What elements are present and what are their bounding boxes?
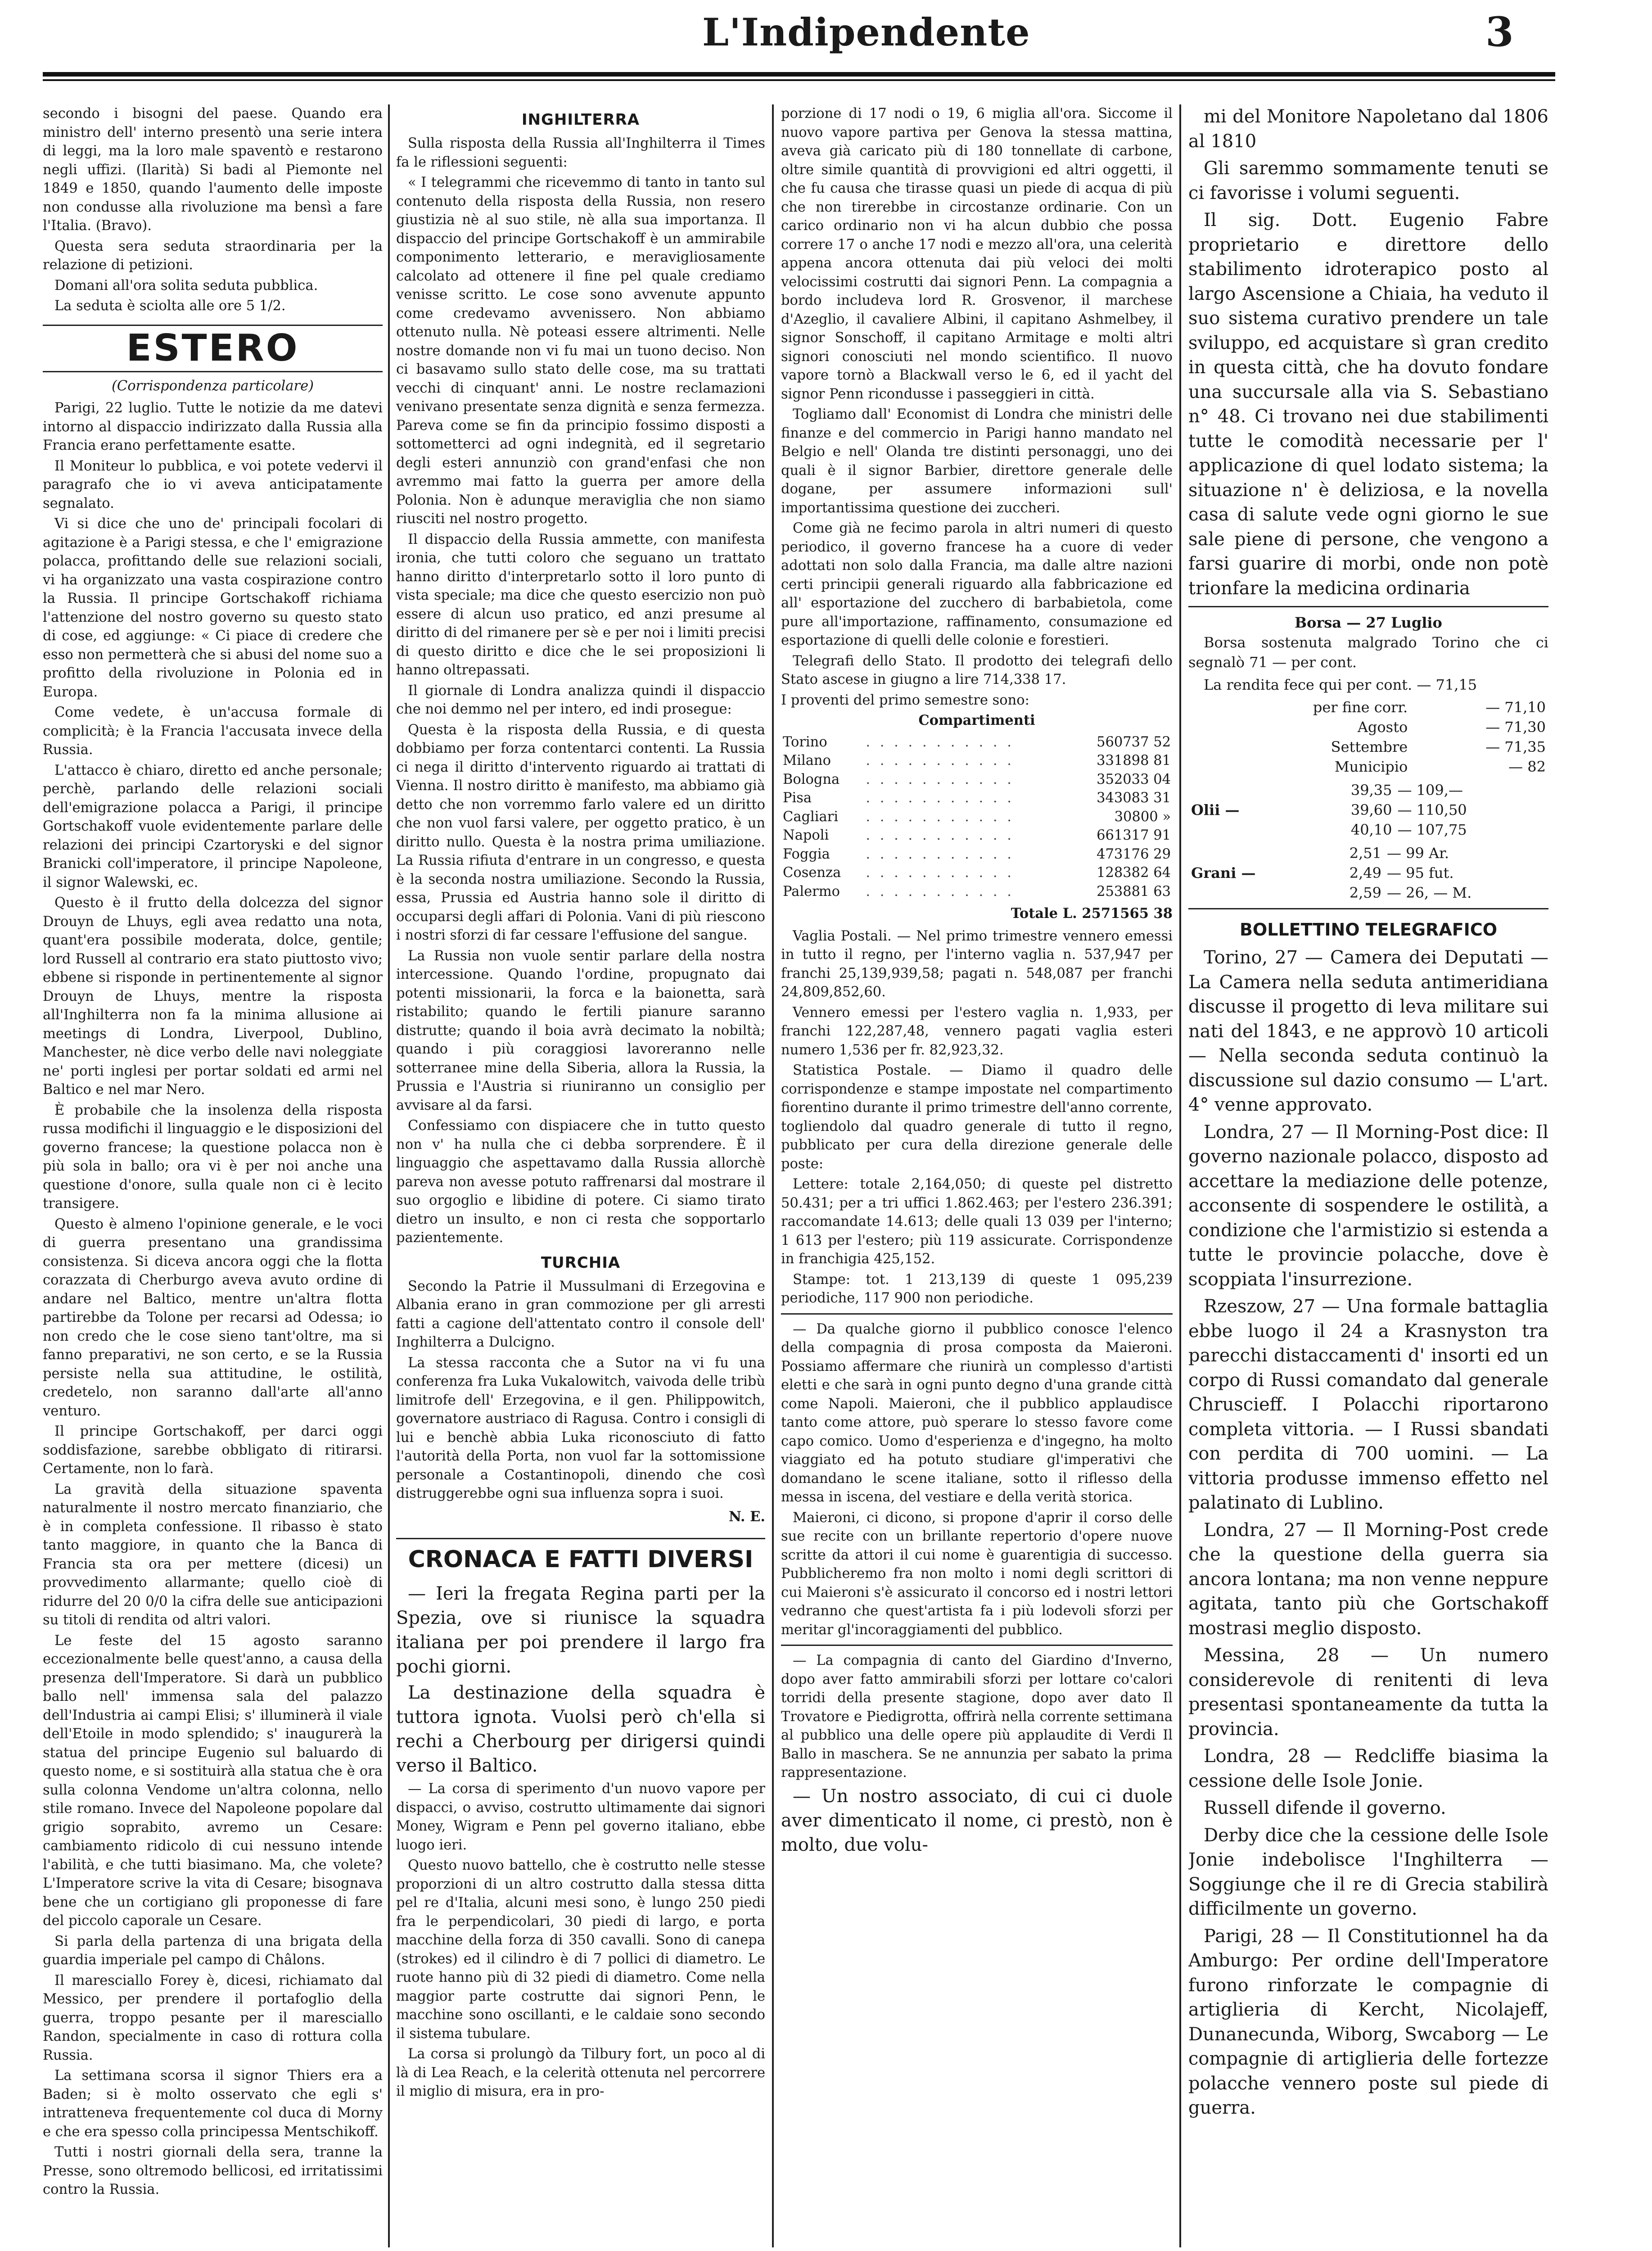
borsa-paragraph: La rendita fece qui per cont. — 71,15 [1204, 676, 1477, 693]
article-paragraph: Vi si dice che uno de' principali focolari di agitazione è a Parigi stessa, e che l' emigrazione polacca, profittando delle sue relazioni sociali, vi ha organizzato una vasta cospirazione contro la Russia. Il principe Gortschakoff richiama l'attenzione del nostro governo su questo stato di cose, ed aggiunge: « Ci piace di credere che esso non permetterà che si abusi del nome suo a profitto della rivoluzione in Polonia ed in Europa. [43, 516, 383, 700]
column-2 [396, 104, 765, 2247]
commodity-value: — 110,50 [1397, 801, 1467, 818]
article-paragraph: La gravità della situazione spaventa naturalmente il nostro mercato finanziario, che è in completa confessione. Il ribasso è stato tanto maggiore, in quanto che la Banca di Francia sta ora per mettere (dicesi) un provvedimento allarmante; quello cioè di ridurre del 20 0/0 la cifra delle sue anticipazioni su titoli di rendita od altri valori. [43, 1481, 383, 1628]
compartment-value: 343083 31 [1097, 790, 1171, 806]
table-row [781, 733, 1173, 752]
compartment-name: Cosenza [783, 865, 841, 881]
article-paragraph: Il sig. Dott. Eugenio Fabre proprietario e direttore dello stabilimento idroterapico posto al largo Ascensione a Chiaia, ha veduto il suo sistema curativo prendere un tale sviluppo, ed acquistare sì gran credito in questa città, che ha dovuto fondare una succursale alla via S. Sebastiano n° 48. Ci trovano nei due stabilimenti tutte le comodità necessarie per l' applicazione di quel lodato sistema; la situazione n' è deliziosa, e la novella casa di salute vede ogni giorno le sue sale piene di persone, che vengono a farsi guarire di morbi, onde non potè trionfare la medicina ordinaria [1188, 210, 1548, 599]
telegram-paragraph: Londra, 27 — Il Morning-Post crede che la questione della guerra sia ancora lontana; ma non venne neppure agitata, tanto più che Gortschakoff mostrasi meglio disposto. [1188, 1519, 1548, 1639]
commodity-value: 39,60 [1350, 801, 1392, 818]
leader-dots: . . . . . . . . . . . [866, 865, 1014, 881]
leader-dots: . . . . . . . . . . . [866, 771, 1014, 787]
article-paragraph: Sulla risposta della Russia all'Inghilterra il Times fa le riflessioni seguenti: [396, 136, 765, 170]
table-row [1188, 883, 1548, 903]
borsa-title: Borsa — 27 Luglio [1295, 614, 1442, 631]
section-subheading: (Corrispondenza particolare) [111, 378, 314, 394]
telegram-paragraph: Parigi, 28 — Il Constitutionnel ha da Amburgo: Per ordine dell'Imperatore furono rinforzate le compagnie di artiglieria di Kercht, Nicolajeff, Dunanecunda, Wiborg, Swcaborg — Le compagnie di artiglieria delle fortezze polacche vennero poste sul piede di guerra. [1188, 1926, 1548, 2118]
article-paragraph: Tutti i nostri giornali della sera, tranne la Presse, sono oltremodo bellicosi, ed irritatissimi contro la Russia. [43, 2144, 383, 2197]
compartment-name: Palermo [783, 883, 840, 899]
article-paragraph: La seduta è sciolta alle ore 5 1/2. [54, 298, 286, 314]
article-paragraph: Vennero emessi per l'estero vaglia n. 1,933, per franchi 122,287,48, vennero pagati vaglia esteri numero 1,536 per fr. 82,923,32. [781, 1004, 1173, 1058]
article-paragraph: porzione di 17 nodi o 19, 6 miglia all'ora. Siccome il nuovo vapore partiva per Genova la stessa mattina, aveva già caricato più di 180 tonnellate di carbone, oltre simile quantità di provvigioni ed altri oggetti, il che fu causa che tirasse quasi un piede di acqua di più che non tirerebbe in circostanze ordinarie. Con un carico ordinario non vi ha alcun dubbio che possa correre 17 o anche 17 nodi e mezzo all'ora, una celerità appena ancora ottenuta dai più veloci dei molti velocissimi costrutti dai signori Penn. La compagnia a bordo includeva lord R. Grosvenor, il marchese d'Azeglio, il cavaliere Albini, il capitano Ashmelbey, il signor Sonschoff, il capitano Armitage e molti altri signori conosciuti nel mondo scientifico. Il nuovo vapore tornò a Blackwall verso le 6, ed il yacht del signor Penn ricondusse i passeggieri in città. [781, 106, 1173, 402]
commodity-value: — 26, — M. [1386, 884, 1472, 901]
borsa-label: Settembre [1331, 738, 1408, 755]
borsa-label: per fine corr. [1313, 699, 1408, 716]
article-paragraph: Secondo la Patrie il Mussulmani di Erzegovina e Albania erano in gran commozione per gli arresti fatti a cagione dell'attentato contro il console dell' Inghilterra a Dulcigno. [396, 1278, 765, 1350]
article-paragraph: Togliamo dall' Economist di Londra che ministri delle finanze e del commercio in Parigi hanno mandato nel Belgio e nell' Olanda tre distinti personaggi, uno dei quali è il signor Barbier, direttore generale delle dogane, per assumere informazioni sull' importantissima questione dei zuccheri. [781, 407, 1173, 516]
compartment-value: 253881 63 [1097, 883, 1171, 899]
commodity-label [1188, 780, 1299, 800]
compartment-name: Pisa [783, 790, 812, 806]
compartment-value: 560737 52 [1097, 734, 1171, 750]
article-paragraph: Parigi, 22 luglio. Tutte le notizie da me datevi intorno al dispaccio indirizzato dalla Russia alla Francia erano perfettamente esatte. [43, 400, 383, 453]
article-paragraph: Il giornale di Londra analizza quindi il dispaccio che noi demmo nel per intero, ed indi prosegue: [396, 683, 765, 717]
table-row [1188, 697, 1548, 717]
compartment-value: 30800 » [1114, 809, 1171, 825]
telegram-paragraph: Londra, 28 — Redcliffe biasima la cessione delle Isole Jonie. [1188, 1746, 1548, 1791]
article-paragraph: Gli saremmo sommamente tenuti se ci favorisse i volumi seguenti. [1188, 158, 1548, 203]
article-paragraph: — Un nostro associato, di cui ci duole aver dimenticato il nome, ci prestò, non è molto, due volu- [781, 1785, 1173, 1855]
spacer [1188, 717, 1200, 737]
commodity-value: 2,59 [1349, 884, 1381, 901]
spacer [1188, 697, 1200, 717]
article-paragraph: I proventi del primo semestre sono: [781, 692, 1029, 708]
borsa-value: — 71,35 [1485, 738, 1546, 755]
commodity-value: — 95 fut. [1386, 864, 1454, 881]
commodity-label [1188, 820, 1299, 840]
article-paragraph: La settimana scorsa il signor Thiers era a Baden; si è molto osservato che egli s' intratteneva frequentemente col duca di Morny e che era spesso colla principessa Mentschikoff. [43, 2068, 383, 2140]
column-1 [43, 104, 383, 2247]
borsa-paragraph: Borsa sostenuta malgrado Torino che ci segnalò 71 — per cont. [1188, 634, 1548, 671]
commodity-value: — 99 Ar. [1386, 845, 1449, 862]
article-paragraph: Il dispaccio della Russia ammette, con manifesta ironia, che tutti coloro che seguano un trattato hanno diritto d'interpretarlo sotto il loro punto di vista speciale; ma dice che questo esercizio non può essere di alcun uso pratico, ed anzi presume al diritto di del rimanere per sè e per noi i limiti precisi di questo diritto e dice che le sei proposizioni li hanno oltrepassati. [396, 531, 765, 678]
table-row [1188, 800, 1548, 820]
divider [781, 1645, 1173, 1646]
compartment-name: Milano [783, 753, 831, 768]
commodity-label: Grani — [1191, 864, 1256, 881]
article-paragraph: La stessa racconta che a Sutor na vi fu una conferenza fra Luka Vukalowitch, vaivoda delle tribù limitrofe dell' Erzegovina, e il gen. Philippowitch, governatore austriaco di Ragusa. Contro i consigli di lui e benchè abbia Luka riconosciuto di fatto l'autorità della Porta, non vuol far la sottomissione personale a Costantinopoli, dinendo che così distruggerebbe ogni sua influenza sopra i suoi. [396, 1355, 765, 1501]
leader-dots: . . . . . . . . . . . [866, 883, 1014, 899]
article-paragraph: La Russia non vuole sentir parlare della nostra intercessione. Quando l'ordine, propugnato dai potenti missionarii, la forca e la baionetta, sarà ristabilito; quando le fertili pianure saranno distrutte; quando il boia avrà decimato la nobiltà; quando i più coraggiosi lavoreranno nelle sotterranee mine della Siberia, allora la Russia, la Prussia e l'Austria si riuniranno un consiglio per avvisare al da farsi. [396, 948, 765, 1113]
article-paragraph: Questo nuovo battello, che è costrutto nelle stesse proporzioni di un altro costrutto dalla stessa ditta pel re d'Italia, alcuni mesi sono, è lungo 250 piedi fra le perpendicolari, 30 piedi di largo, e porta macchine della forza di 350 cavalli. Sono di canepa (strokes) ed il cilindro è di 7 pollici di diametro. Le ruote hanno più di 32 piedi di diametro. Come nella maggior parte costrutte dai signori Penn, le macchine sono oscillanti, e le caldaie sono secondo il sistema tubulare. [396, 1858, 765, 2042]
compartment-name: Torino [783, 734, 827, 750]
divider [1188, 908, 1548, 909]
telegram-paragraph: Torino, 27 — Camera dei Deputati — La Camera nella seduta antimeridiana discusse il progetto di leva militare sui nati del 1843, e ne approvò 10 articoli — Nella seconda seduta continuò la discussione sul dazio consumo — L'art. 4° venne approvato. [1188, 947, 1548, 1115]
olii-table [1188, 780, 1548, 840]
table-row [1188, 863, 1548, 883]
article-paragraph: Come già ne fecimo parola in altri numeri di questo periodico, il governo francese ha a cuore di veder adottati non solo dalla Francia, ma dalle altre nazioni certi principii generali riguardo alla fabbricazione ed all' esportazione del zucchero di barbabietola, come pure all'importazione, raffinamento, consumazione ed esportazione di quelli delle colonie e forestieri. [781, 520, 1173, 648]
commodity-label [1188, 843, 1316, 863]
section-heading-estero: ESTERO [43, 325, 383, 372]
compartment-name: Cagliari [783, 809, 839, 825]
commodity-value: — 109,— [1397, 782, 1463, 799]
article-paragraph: secondo i bisogni del paese. Quando era ministro dell' interno presentò una serie intera di leggi, ma la loro male spaventò e restarono negli uffizi. (Ilarità) Si badi al Piemonte nel 1849 e 1850, quando l'aumento delle imposte non condusse alla rivoluzione ma bensì a fare l'Italia. (Bravo). [43, 106, 383, 234]
column-divider [772, 104, 774, 2247]
article-paragraph: — Da qualche giorno il pubblico conosce l'elenco della compagnia di prosa composta da Maieroni. Possiamo affermare che riunirà un complesso d'artisti eletti e che sarà in ogni punto degno d'una grande città come Napoli. Maieroni, che il pubblico applaudisce tanto come attore, può sperare lo stesso favore come capo comico. Uomo d'esperienza e d'ingegno, ha molto viaggiato ed ha potuto studiare gl'imperativi che domandano le scene italiane, sotto il riflesso della messa in iscena, del vestiare e della verità storica. [781, 1321, 1173, 1505]
page-header [0, 0, 1652, 90]
table-row [781, 845, 1173, 864]
article-paragraph: Come vedete, è un'accusa formale di complicità; è la Francia l'accusata invece della Russia. [43, 705, 383, 758]
article-paragraph: Questa è la risposta della Russia, e di questa dobbiamo per forza contentarci contenti. La Russia ci nega il diritto d'intervento riguardo ai trattati di Vienna. Il nostro diritto è manifesto, ma abbiamo già detto che non vorremmo farlo valere ed un diritto che non vuol farsi valere, per oggetto pratico, è un diritto nullo. Questa è la nostra prima umiliazione. La Russia rifiuta d'entrare in un congresso, e questa è la seconda nostra umiliazione. Secondo la Russia, essa, Prussia ed Austria hanno sole il diritto di occuparsi degli affari di Polonia. Vani di più riescono i nostri sforzi di far cessare l'effusione del sangue. [396, 722, 765, 943]
spacer [1188, 757, 1200, 777]
header-rule-thin [43, 79, 1555, 81]
article-paragraph: Questa sera seduta straordinaria per la relazione di petizioni. [43, 238, 383, 273]
article-paragraph: Maieroni, ci dicono, si propone d'aprir il corso delle sue recite con un brillante repertorio d'opere nuove scritte da attori il cui nome è guarentigia di successo. Pubblicheremo fra non molto i nomi degli scrittori di cui Maieroni s'è assicurato il concorso ed i nostri lettori vedranno che quest'artista fa i più lodevoli sforzi per meritar gl'incoraggiamenti del pubblico. [781, 1510, 1173, 1638]
section-heading-turchia: TURCHIA [541, 1253, 621, 1272]
leader-dots: . . . . . . . . . . . [866, 809, 1014, 825]
borsa-value: — 71,30 [1485, 719, 1546, 736]
masthead: L'Indipendente [702, 10, 1030, 54]
section-heading-cronaca: CRONACA E FATTI DIVERSI [396, 1538, 765, 1575]
telegram-paragraph: Londra, 27 — Il Morning-Post dice: Il governo nazionale polacco, disposto ad accettare la mediazione delle potenze, acconsente di sospendere le ostilità, a condizione che l'armistizio si estenda a tutte le provincie polacche, dove è scoppiata l'insurrezione. [1188, 1121, 1548, 1290]
table-row [781, 882, 1173, 901]
article-paragraph: La destinazione della squadra è tuttora ignota. Vuolsi però ch'ella si rechi a Cherbourg per dirigersi quindi verso il Baltico. [396, 1682, 765, 1776]
article-paragraph: Le feste del 15 agosto saranno eccezionalmente belle quest'anno, a causa della presenza dell'Imperatore. Si darà un pubblico ballo nell' immensa sala del palazzo dell'Industria ai campi Elisi; s' illuminerà il viale dell'Etoile in modo splendido; s' inaugurerà la statua del principe Eugenio sul baluardo di questo nome, e si sostituirà alla statua che è ora sulla colonna Vendome un'altra colonna, nello stile romano. Invece del Napoleone popolare dal grigio soprabito, avremo un Cesare: cambiamento ridicolo di cui nessuno intende l'abilità, e che tutti biasimano. Ma, che volete? L'Imperatore scrive la vita di Cesare; bisognava bene che un cortigiano gli proponesse di fare del piccolo caporale un Cesare. [43, 1632, 383, 1929]
article-paragraph: La corsa si prolungò da Tilbury fort, un poco al di là di Lea Reach, e la celerità ottenuta nel percorrere il miglio di misura, era in pro- [396, 2046, 765, 2099]
telegram-paragraph: Messina, 28 — Un numero considerevole di renitenti di leva presentasi spontaneamente da tutta la provincia. [1188, 1645, 1548, 1740]
table-header: Compartimenti [918, 712, 1035, 728]
article-paragraph: L'attacco è chiaro, diretto ed anche personale; perchè, parlando delle relazioni sociali dell'emigrazione polacca a Parigi, il principe Gortschakoff vuole evidentemente parlare delle relazioni dei principi Czartoryski e del signor Branicki coll'imperatore, il principe Napoleone, il signor Walewski, ec. [43, 762, 383, 890]
telegram-paragraph: Rzeszow, 27 — Una formale battaglia ebbe luogo il 24 a Krasnyston tra parecchi distaccamenti d' insorti ed un corpo di Russi comandato dal generale Chruscieff. I Polacchi riportarono completa vittoria. — I Russi sbandati con perdita di 700 uomini. — La vittoria produsse immenso effetto nel palatinato di Lublino. [1188, 1296, 1548, 1513]
author-signature: N. E. [728, 1508, 765, 1525]
borsa-label: Municipio [1334, 758, 1408, 775]
article-paragraph: Questo è il frutto della dolcezza del signor Drouyn de Lhuys, egli avea redatto una nota, quant'era possibile moderata, dolce, gentile; lord Russell al contrario era stato piuttosto vivo; ebbene si risponde in pertinentemente al signor Drouyn de Lhuys, mentre la risposta all'Inghilterra non fa la minima allusione ai meetings di Londra, Liverpool, Dublino, Manchester, nè dice verbo delle navi noleggiate ne' porti inglesi per portar soldati ed armi nel Baltico e nel mar Nero. [43, 895, 383, 1098]
table-total: Totale L. 2571565 38 [1011, 905, 1173, 922]
compartment-value: 473176 29 [1097, 846, 1171, 862]
table-row [781, 789, 1173, 808]
leader-dots: . . . . . . . . . . . [866, 827, 1014, 843]
table-row [1188, 717, 1548, 737]
article-paragraph: Vaglia Postali. — Nel primo trimestre vennero emessi in tutto il regno, per l'interno vaglia n. 537,947 per franchi 25,139,939,58; pagati n. 548,087 per franchi 24,809,852,60. [781, 928, 1173, 1000]
commodity-label: Olii — [1191, 801, 1240, 818]
section-heading-bollettino: BOLLETTINO TELEGRAFICO [1239, 920, 1498, 940]
compartment-name: Napoli [783, 827, 829, 843]
table-row [781, 826, 1173, 845]
commodity-value: 2,51 [1349, 845, 1381, 862]
compartment-name: Foggia [783, 846, 830, 862]
article-paragraph: — La compagnia di canto del Giardino d'Inverno, dopo aver fatto ammirabili sforzi per lottare co'calori torridi della presente stagione, dopo aver dato Il Trovatore e Piedigrotta, offrirà nella corrente settimana al pubblico una delle opere più applaudite di Verdi Il Ballo in maschera. Se ne annunzia per sabato la prima rappresentazione. [781, 1653, 1173, 1781]
telegram-paragraph: Derby dice che la cessione delle Isole Jonie indebolisce l'Inghilterra — Soggiunge che il re di Grecia stabilirà difficilmente un governo. [1188, 1825, 1548, 1919]
compartment-name: Bologna [783, 771, 840, 787]
column-divider [1179, 104, 1181, 2247]
article-paragraph: Statistica Postale. — Diamo il quadro delle corrispondenze e stampe impostate nel compartimento fiorentino durante il primo trimestre dell'anno corrente, togliendolo dal quadro generale di tutto il regno, pubblicato per cura della direzione generale delle poste: [781, 1062, 1173, 1172]
table-row [1188, 780, 1548, 800]
table-row [781, 770, 1173, 789]
compartment-value: 128382 64 [1097, 865, 1171, 881]
compartment-value: 331898 81 [1097, 753, 1171, 768]
header-rule [43, 72, 1555, 77]
article-paragraph: Confessiamo con dispiacere che in tutto questo non v' ha nulla che ci debba sorprendere. È il linguaggio che aspettavamo dalla Russia allorchè pareva non avesse potuto raffrenarsi dal mostrare il suo orgoglio e libidine di potere. Ci siamo tirato dietro un insulto, e non ci resta che sopportarlo pazientemente. [396, 1118, 765, 1246]
article-paragraph: Domani all'ora solita seduta pubblica. [54, 277, 318, 294]
article-paragraph: — La corsa di sperimento d'un nuovo vapore per dispacci, o avviso, costrutto ultimamente dai signori Money, Wigram e Penn pel governo italiano, ebbe luogo ieri. [396, 1781, 765, 1853]
spacer [1188, 737, 1200, 757]
column-divider [388, 104, 390, 2247]
page-number: 3 [1485, 8, 1514, 56]
compartment-value: 661317 91 [1097, 827, 1171, 843]
table-row [1188, 843, 1548, 863]
compartment-value: 352033 04 [1097, 771, 1171, 787]
table-row [781, 751, 1173, 770]
divider [781, 1313, 1173, 1315]
leader-dots: . . . . . . . . . . . [866, 734, 1014, 750]
article-paragraph: Stampe: tot. 1 213,139 di queste 1 095,239 periodiche, 117 900 non periodiche. [781, 1271, 1173, 1306]
revenue-table [781, 733, 1173, 901]
borsa-value: — 82 [1508, 758, 1546, 775]
telegram-paragraph: Russell difende il governo. [1204, 1798, 1446, 1818]
article-paragraph: Si parla della partenza di una brigata della guardia imperiale pel campo di Châlons. [43, 1933, 383, 1968]
article-paragraph: Telegrafi dello Stato. Il prodotto dei telegrafi dello Stato ascese in giugno a lire 714,338 17. [781, 653, 1173, 687]
commodity-value: 39,35 [1350, 782, 1392, 799]
commodity-value: — 107,75 [1397, 821, 1467, 838]
article-paragraph: Il Moniteur lo pubblica, e voi potete vedervi il paragrafo che io vi aveva anticipatamente segnalato. [43, 458, 383, 511]
commodity-value: 40,10 [1350, 821, 1392, 838]
table-row [1188, 757, 1548, 777]
borsa-value: — 71,10 [1485, 699, 1546, 716]
section-heading-inghilterra: INGHILTERRA [521, 111, 640, 129]
article-paragraph: Il maresciallo Forey è, dicesi, richiamato dal Messico, per prendere il portafoglio della guerra, troppo pesante per il maresciallo Randon, specialmente in caso di rottura colla Russia. [43, 1972, 383, 2063]
commodity-label [1188, 883, 1316, 903]
table-row [1188, 820, 1548, 840]
table-row [1188, 737, 1548, 757]
leader-dots: . . . . . . . . . . . [866, 790, 1014, 806]
column-4 [1188, 104, 1548, 2247]
leader-dots: . . . . . . . . . . . [866, 753, 1014, 768]
article-paragraph: — Ieri la fregata Regina parti per la Spezia, ove si riunisce la squadra italiana per poi prendere il largo fra pochi giorni. [396, 1583, 765, 1677]
article-paragraph: Il principe Gortschakoff, per darci oggi soddisfazione, sarebbe obbligato di ritirarsi. Certamente, non lo farà. [43, 1424, 383, 1477]
article-paragraph: Lettere: totale 2,164,050; di queste pel distretto 50.431; per a tri uffici 1.862.463; per l'estero 236.391; raccomandate 14.613; delle quali 13 039 per l'interno; 1 613 per l'estero; più 119 assicurate. Corrispondenze in franchigia 425,152. [781, 1176, 1173, 1267]
article-paragraph: È probabile che la insolenza della risposta russa modifichi il linguaggio e le disposizioni del governo francese; la questione polacca non è più sola in ballo; ora vi è per noi anche una questione d'onore, sulla quale non ci è lecito transigere. [43, 1102, 383, 1211]
borsa-table [1188, 697, 1548, 777]
article-paragraph: mi del Monitore Napoletano dal 1806 al 1810 [1188, 106, 1548, 152]
commodity-value: 2,49 [1349, 864, 1381, 881]
article-paragraph: « I telegrammi che ricevemmo di tanto in tanto sul contenuto della risposta della Russia, non resero giustizia nè al suo stile, nè alla sua importanza. Il dispaccio del principe Gortschakoff è un ammirabile componimento letterario, e meravigliosamente calcolato ad ottenere il fine pel quale crediamo venisse scritto. Le cose sono avvenute appunto come credevamo avvenissero. Non abbiamo ottenuto nulla. Nè poteasi essere altrimenti. Nelle nostre domande non vi fu mai un tuono deciso. Non ci basavamo sullo stato delle cose, ma su trattati vecchi di cinquant' anni. Le nostre reclamazioni venivano presentate senza dignità e senza fermezza. Pareva come se fin da principio fossimo disposti a sottometterci ad ogni indegnità, ed il segretario degli esteri annunziò con grand'enfasi che non avremmo mai fatto la guerra per amore della Polonia. Non è adunque meraviglia che non siamo riusciti nel nostro progetto. [396, 175, 765, 527]
table-row [781, 808, 1173, 827]
borsa-label: Agosto [1357, 719, 1408, 736]
leader-dots: . . . . . . . . . . . [866, 846, 1014, 862]
column-3 [781, 104, 1173, 2247]
grani-table [1188, 843, 1548, 903]
table-row [781, 863, 1173, 882]
divider [1188, 606, 1548, 607]
article-paragraph: Questo è almeno l'opinione generale, e le voci di guerra presentano una grandissima consistenza. Si diceva ancora oggi che la flotta corazzata di Cherburgo aveva avuto ordine di andare nel Baltico, mentre un'altra flotta partirebbe da Tolone per recarsi ad Odessa; io non credo che le cose sieno tant'oltre, ma si fanno preparativi, ne son certo, e se la Russia persiste nella sua attitudine, le ostilità, credetelo, non saranno dall'arte all'anno venturo. [43, 1216, 383, 1419]
